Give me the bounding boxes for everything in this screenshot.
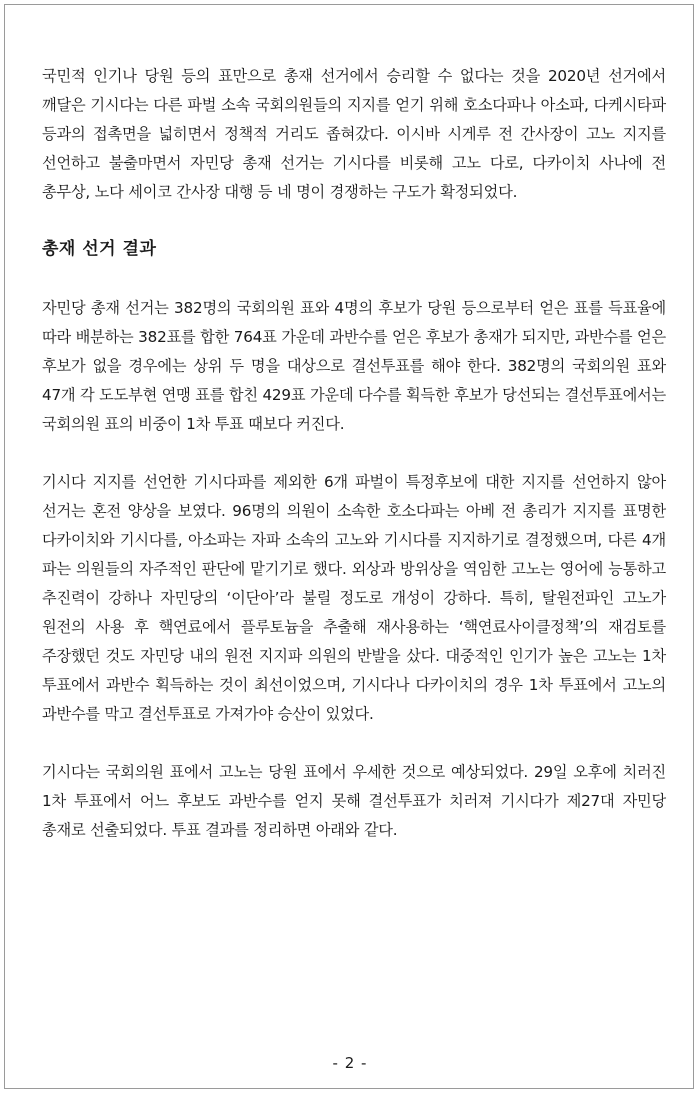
result-summary-paragraph: 기시다는 국회의원 표에서 고노는 당원 표에서 우세한 것으로 예상되었다. 29일 오후에 치러진 1차 투표에서 어느 후보도 과반수를 얻지 못해 결선투표가 치러져 기시다가 제27대 자민당 총재로 선출되었다. 투표 결과를 정리하면 아래와 같다. [42, 763, 666, 839]
section-heading: 총재 선거 결과 [42, 239, 157, 259]
spacer [42, 729, 666, 758]
intro-paragraph: 국민적 인기나 당원 등의 표만으로 총재 선거에서 승리할 수 없다는 것을 2020년 선거에서 깨달은 기시다는 다른 파벌 소속 국회의원들의 지지를 얻기 위해 호소다파나 아소파, 다케시타파 등과의 접촉면을 넓히면서 정책적 거리도 좁혀갔다. 이시바 시게루 전 간사장이 고노 지지를 선언하고 불출마면서 자민당 총재 선거는 기시다를 비롯해 고노 다로, 다카이치 사나에 전 총무상, 노다 세이코 간사장 대행 등 네 명이 경쟁하는 구도가 확정되었다. [42, 67, 666, 201]
spacer [42, 439, 666, 468]
faction-support-paragraph: 기시다 지지를 선언한 기시다파를 제외한 6개 파벌이 특정후보에 대한 지지를 선언하지 않아 선거는 혼전 양상을 보였다. 96명의 의원이 소속한 호소다파는 아베 전 총리가 지지를 표명한 다카이치와 기시다를, 아소파는 자파 소속의 고노와 기시다를 지지하기로 결정했으며, 다른 4개 파는 의원들의 자주적인 판단에 맡기기로 했다. 외상과 방위상을 역임한 고노는 영어에 능통하고 추진력이 강하나 자민당의 ‘이단아’라 불릴 정도로 개성이 강하다. 특히, 탈원전파인 고노가 원전의 사용 후 핵연료에서 플루토늄을 추출해 재사용하는 ‘핵연료사이클정책’의 재검토를 주장했던 것도 자민당 내의 원전 지지파 의원의 반발을 샀다. 대중적인 인기가 높은 고노는 1차 투표에서 과반수 획득하는 것이 최선이었으며, 기시다나 다카이치의 경우 1차 투표에서 고노의 과반수를 막고 결선투표로 가져가야 승산이 있었다. [42, 473, 666, 723]
spacer [42, 207, 666, 235]
document-body [42, 62, 666, 845]
spacer [42, 264, 666, 294]
page-number: - 2 - [332, 1054, 368, 1072]
election-rules-paragraph: 자민당 총재 선거는 382명의 국회의원 표와 4명의 후보가 당원 등으로부터 얻은 표를 득표율에 따라 배분하는 382표를 합한 764표 가운데 과반수를 얻은 후보가 총재가 되지만, 과반수를 얻은 후보가 없을 경우에는 상위 두 명을 대상으로 결선투표를 해야 한다. 382명의 국회의원 표와 47개 각 도도부현 연맹 표를 합친 429표 가운데 다수를 획득한 후보가 당선되는 결선투표에서는 국회의원 표의 비중이 1차 투표 때보다 커진다. [42, 299, 666, 433]
